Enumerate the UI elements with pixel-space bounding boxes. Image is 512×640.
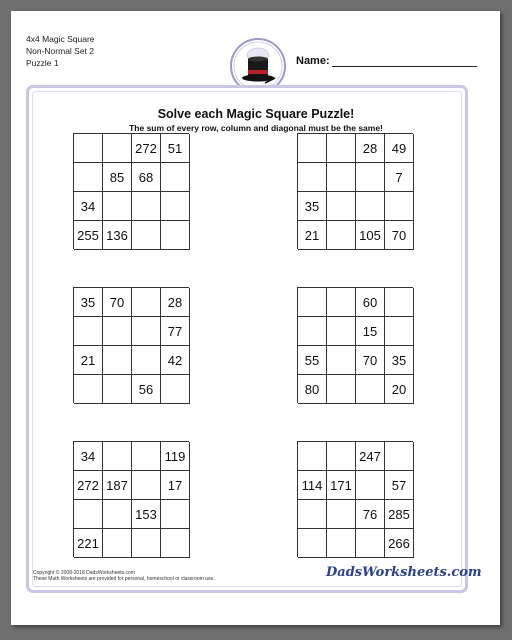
grid-cell[interactable]: 20: [385, 375, 414, 404]
magic-square-4: [297, 287, 413, 403]
grid-cell[interactable]: 285: [385, 500, 414, 529]
grid-cell[interactable]: [356, 471, 385, 500]
grid-cell[interactable]: 70: [103, 288, 132, 317]
grid-cell[interactable]: [385, 192, 414, 221]
grid-cell[interactable]: 247: [356, 442, 385, 471]
grid-cell[interactable]: [356, 375, 385, 404]
grid-cell[interactable]: 272: [74, 471, 103, 500]
grid-cell[interactable]: 105: [356, 221, 385, 250]
grid-cell[interactable]: 35: [385, 346, 414, 375]
grid-cell[interactable]: [327, 346, 356, 375]
grid-cell[interactable]: 34: [74, 192, 103, 221]
grid-cell[interactable]: [132, 288, 161, 317]
magic-square-3: [73, 287, 189, 403]
grid-cell[interactable]: [132, 529, 161, 558]
grid-cell[interactable]: [103, 134, 132, 163]
grid-cell[interactable]: [298, 288, 327, 317]
worksheet-info: [26, 33, 95, 69]
grid-cell[interactable]: 187: [103, 471, 132, 500]
grid-cell[interactable]: [161, 221, 190, 250]
grid-cell[interactable]: [132, 471, 161, 500]
grid-cell[interactable]: [74, 375, 103, 404]
grid-cell[interactable]: [161, 192, 190, 221]
grid-cell[interactable]: [385, 288, 414, 317]
grid-cell[interactable]: [327, 500, 356, 529]
grid-cell[interactable]: 56: [132, 375, 161, 404]
grid-cell[interactable]: 272: [132, 134, 161, 163]
grid-cell[interactable]: [74, 317, 103, 346]
grid-cell[interactable]: 68: [132, 163, 161, 192]
grid-cell[interactable]: [356, 192, 385, 221]
grid-cell[interactable]: 77: [161, 317, 190, 346]
name-field[interactable]: [296, 55, 477, 67]
grid-cell[interactable]: [327, 134, 356, 163]
grid-cell[interactable]: 15: [356, 317, 385, 346]
grid-cell[interactable]: [103, 500, 132, 529]
grid-cell[interactable]: 51: [161, 134, 190, 163]
grid-cell[interactable]: [103, 346, 132, 375]
grid-cell[interactable]: 21: [74, 346, 103, 375]
grid-cell[interactable]: [298, 529, 327, 558]
grid-cell[interactable]: [327, 221, 356, 250]
grid-cell[interactable]: [103, 442, 132, 471]
grid-cell[interactable]: 114: [298, 471, 327, 500]
grid-cell[interactable]: 171: [327, 471, 356, 500]
grid-cell[interactable]: [385, 442, 414, 471]
grid-cell[interactable]: 49: [385, 134, 414, 163]
grid-cell[interactable]: [132, 317, 161, 346]
instructions-title: Solve each Magic Square Puzzle!: [157, 107, 355, 121]
grid-cell[interactable]: [74, 163, 103, 192]
grid-cell[interactable]: [327, 288, 356, 317]
magic-square-6: [297, 441, 413, 557]
grid-cell[interactable]: [74, 134, 103, 163]
magic-square-2: [297, 133, 413, 249]
grid-cell[interactable]: [327, 317, 356, 346]
grid-cell[interactable]: [161, 163, 190, 192]
grid-cell[interactable]: 57: [385, 471, 414, 500]
grid-cell[interactable]: [298, 500, 327, 529]
grid-cell[interactable]: 21: [298, 221, 327, 250]
grid-cell[interactable]: [327, 192, 356, 221]
grid-cell[interactable]: 34: [74, 442, 103, 471]
grid-cell[interactable]: 28: [356, 134, 385, 163]
grid-cell[interactable]: 119: [161, 442, 190, 471]
grid-cell[interactable]: 221: [74, 529, 103, 558]
name-label: Name:: [296, 55, 330, 67]
worksheet-title: 4x4 Magic Square: [26, 34, 95, 44]
grid-cell[interactable]: 76: [356, 500, 385, 529]
grid-cell[interactable]: [161, 500, 190, 529]
copyright-text: Copyright © 2008-2018 DadsWorksheets.com: [33, 570, 135, 576]
usage-note: These Math Worksheets are provided for personal, homeschool or classroom use.: [33, 576, 215, 582]
magic-square-1: [73, 133, 189, 249]
worksheet-set: Non-Normal Set 2: [26, 46, 95, 56]
grid-cell[interactable]: [327, 375, 356, 404]
grid-cell[interactable]: [356, 529, 385, 558]
grid-cell[interactable]: [132, 221, 161, 250]
grid-cell[interactable]: [298, 317, 327, 346]
grid-cell[interactable]: [74, 500, 103, 529]
grid-cell[interactable]: [103, 317, 132, 346]
magic-square-5: [73, 441, 189, 557]
grid-cell[interactable]: [132, 192, 161, 221]
name-line[interactable]: [332, 55, 477, 67]
grid-cell[interactable]: 85: [103, 163, 132, 192]
grid-cell[interactable]: 28: [161, 288, 190, 317]
worksheet-puzzle-number: Puzzle 1: [26, 58, 59, 68]
grid-cell[interactable]: 35: [74, 288, 103, 317]
grid-cell[interactable]: [298, 163, 327, 192]
grid-cell[interactable]: [161, 375, 190, 404]
grid-cell[interactable]: 136: [103, 221, 132, 250]
grid-cell[interactable]: [132, 442, 161, 471]
grid-cell[interactable]: 266: [385, 529, 414, 558]
grid-cell[interactable]: [103, 375, 132, 404]
grid-cell[interactable]: [103, 192, 132, 221]
grid-cell[interactable]: [103, 529, 132, 558]
grid-cell[interactable]: 35: [298, 192, 327, 221]
grid-cell[interactable]: 70: [385, 221, 414, 250]
grid-cell[interactable]: 80: [298, 375, 327, 404]
grid-cell[interactable]: 55: [298, 346, 327, 375]
grid-cell[interactable]: [385, 317, 414, 346]
grid-cell[interactable]: 153: [132, 500, 161, 529]
grid-cell[interactable]: [327, 163, 356, 192]
brand-logo: DadsWorksheets.com: [326, 565, 482, 580]
grid-cell[interactable]: 7: [385, 163, 414, 192]
grid-cell[interactable]: 255: [74, 221, 103, 250]
footer-copyright: [33, 570, 215, 582]
grid-cell[interactable]: [356, 163, 385, 192]
grid-cell[interactable]: 42: [161, 346, 190, 375]
grid-cell[interactable]: 17: [161, 471, 190, 500]
grid-cell[interactable]: [298, 134, 327, 163]
grid-cell[interactable]: [132, 346, 161, 375]
grid-cell[interactable]: 60: [356, 288, 385, 317]
grid-cell[interactable]: [327, 529, 356, 558]
grid-cell[interactable]: 70: [356, 346, 385, 375]
grid-cell[interactable]: [327, 442, 356, 471]
grid-cell[interactable]: [298, 442, 327, 471]
instructions-subtitle: The sum of every row, column and diagonal must be the same!: [129, 123, 383, 133]
grid-cell[interactable]: [161, 529, 190, 558]
